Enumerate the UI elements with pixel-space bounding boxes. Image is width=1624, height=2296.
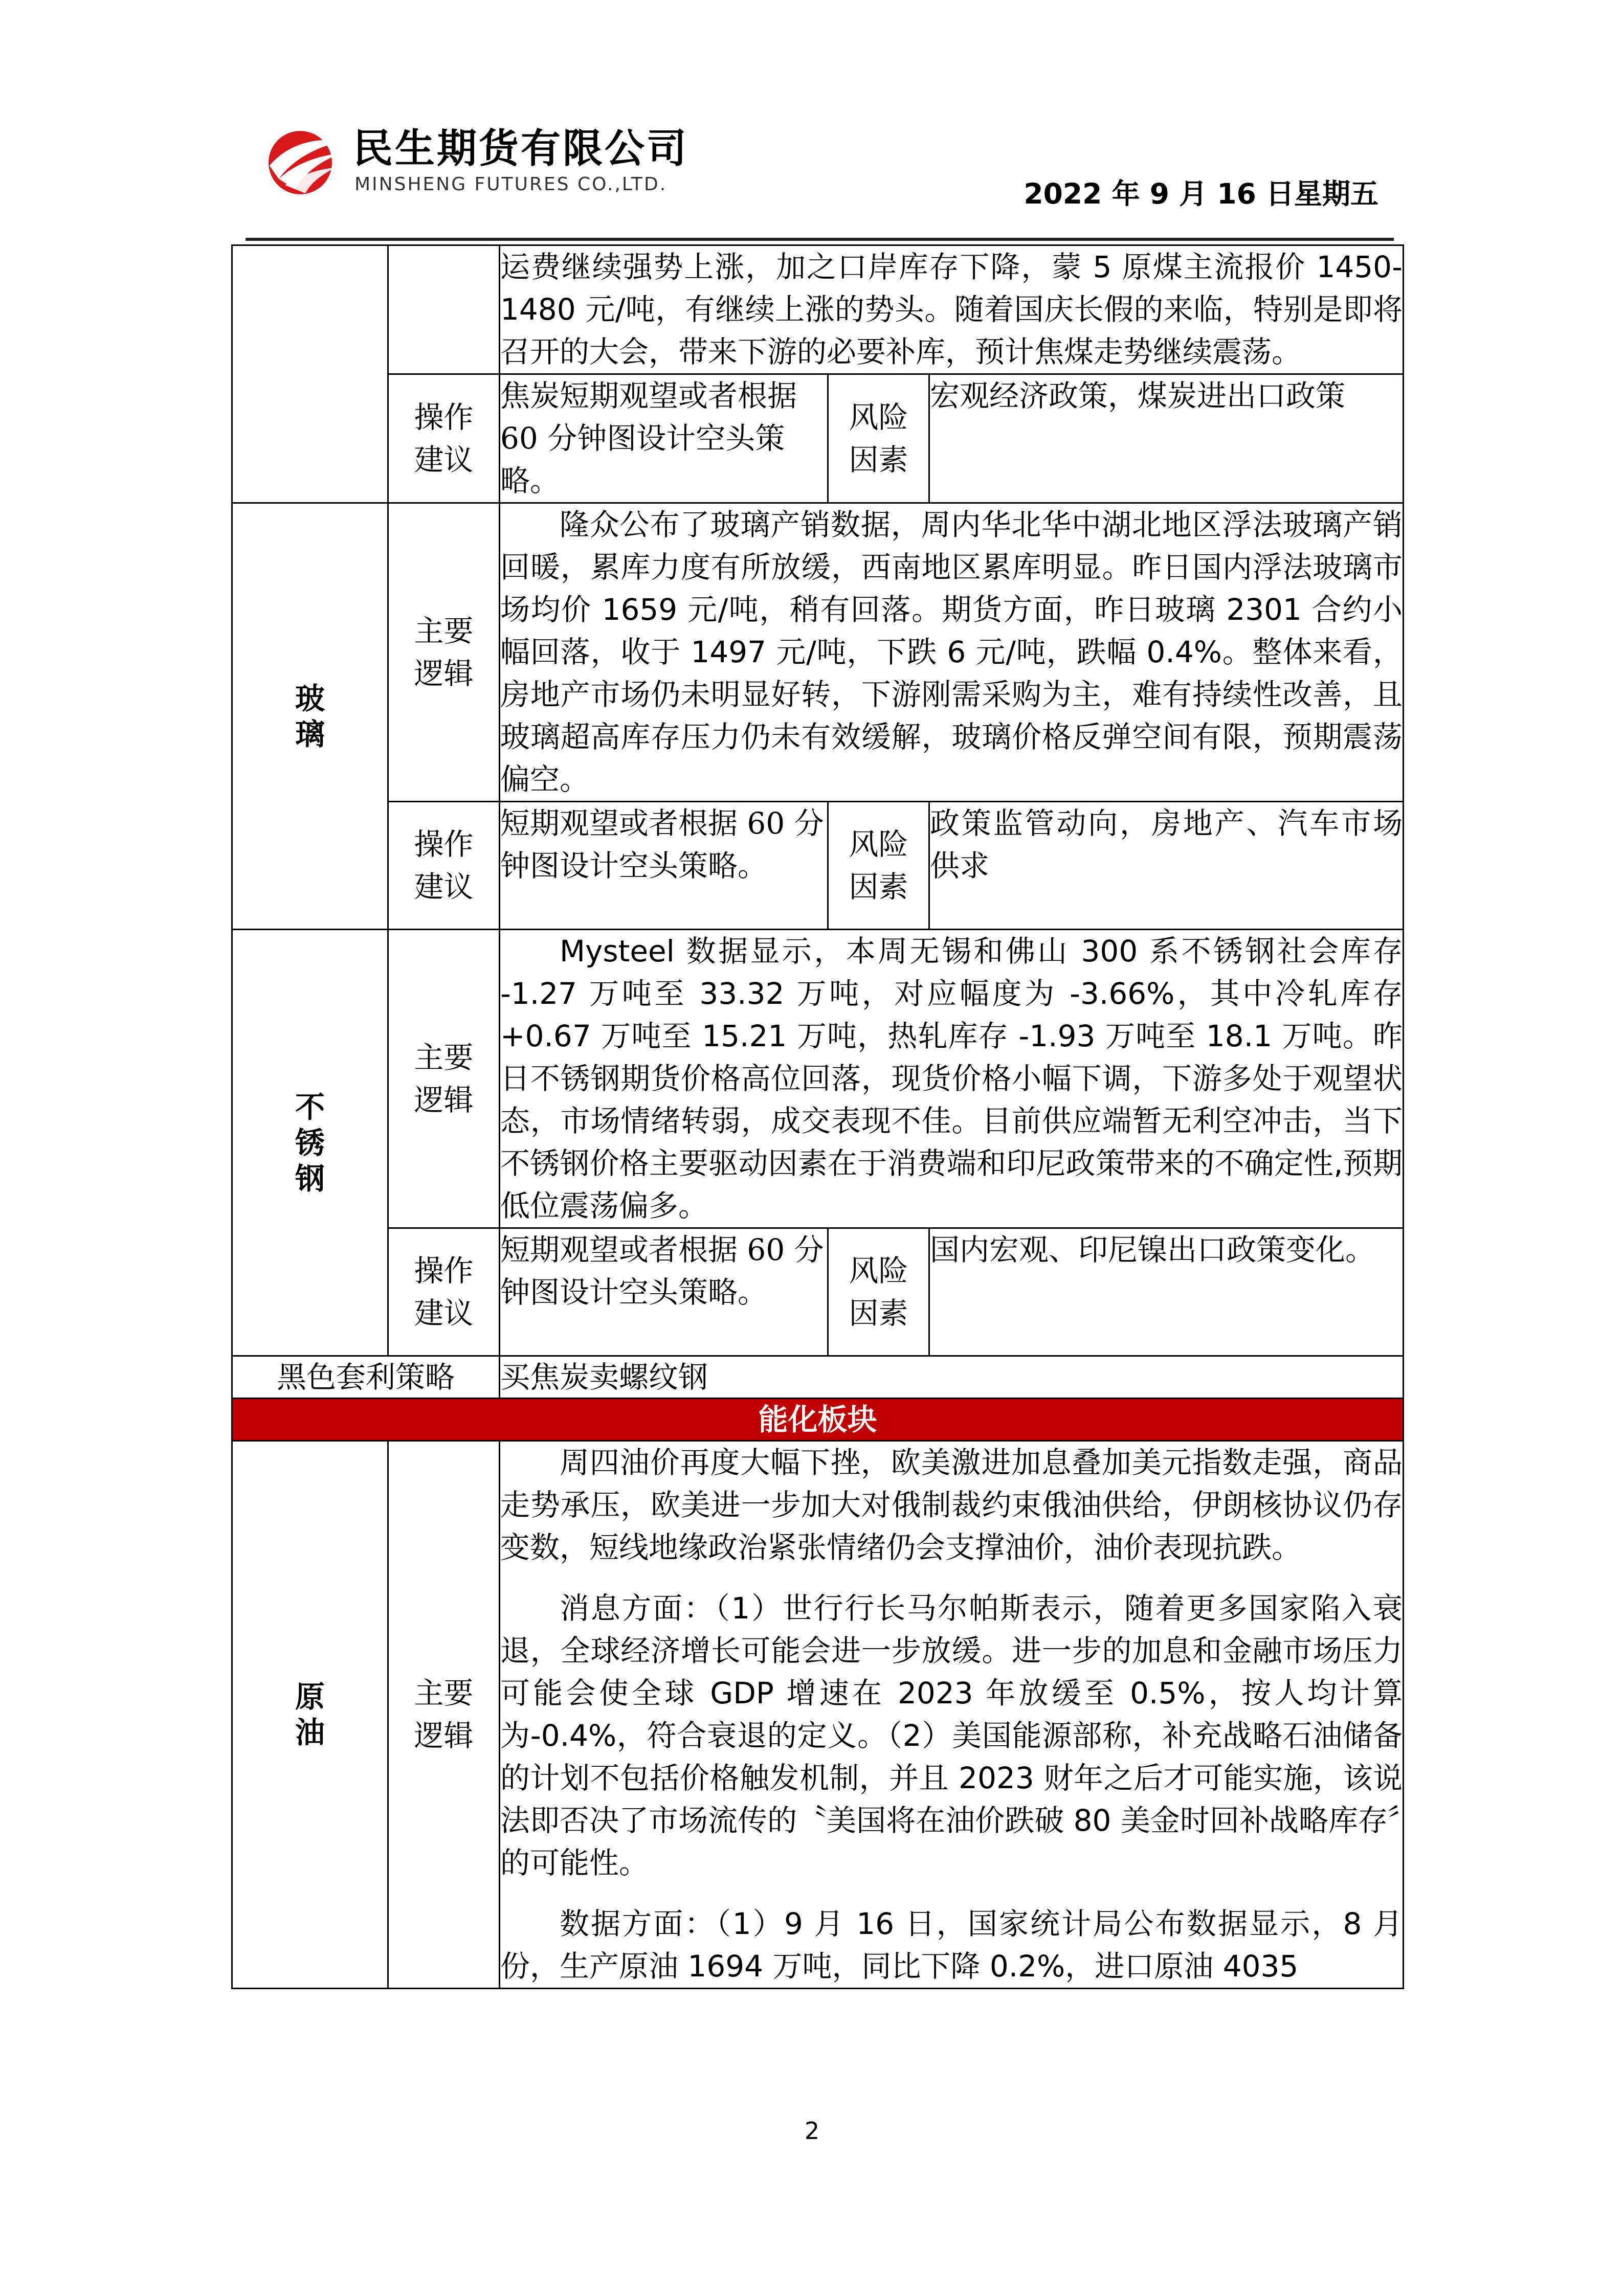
stainless-operation-text: 短期观望或者根据 60 分钟图设计空头策略。 [500,1228,828,1356]
stainless-risk-label-cell [828,1228,929,1356]
main-logic-label: 主要逻辑 [414,1040,474,1117]
glass-operation-row [232,802,1404,930]
stainless-logic-cell [500,930,1404,1228]
coke-operation-label-cell [388,374,500,503]
stainless-logic-label-cell [388,930,500,1228]
strategy-label: 黑色套利策略 [232,1356,500,1399]
risk-label: 风险因素 [849,1253,908,1331]
glass-logic-label-cell [388,503,500,802]
crude-logic-row [232,1441,1404,1989]
strategy-row [232,1356,1404,1399]
company-logo [258,117,760,204]
crude-logic-cell [500,1441,1404,1989]
strategy-table [231,244,1404,1989]
commodity-crude: 原油 [295,1679,325,1750]
operation-label: 操作建议 [414,826,474,904]
coke-operation-text: 焦炭短期观望或者根据 60 分钟图设计空头策略。 [500,374,828,503]
coke-name-cell [232,245,388,503]
crude-paragraph-3: 数据方面：（1）9 月 16 日，国家统计局公布数据显示，8 月份，生产原油 1694 万吨，同比下降 0.2%，进口原油 4035 [500,1906,1403,1984]
company-name-en: MINSHENG FUTURES CO.,LTD. [354,174,668,195]
coke-risk-text: 宏观经济政策，煤炭进出口政策 [929,374,1404,503]
coke-logic-row [232,245,1404,374]
coke-logic-text: 运费继续强势上涨，加之口岸库存下降，蒙 5 原煤主流报价 1450-1480 元/吨，有继续上涨的势头。随着国庆长假的来临，特别是即将召开的大会，带来下游的必要补库，预计焦煤走势继续震荡。 [500,250,1403,369]
section-header-row [232,1399,1404,1441]
risk-label: 风险因素 [849,826,908,904]
stainless-logic-row [232,930,1404,1228]
glass-risk-label-cell [828,802,929,930]
report-date: 2022 年 9 月 16 日星期五 [1024,177,1378,210]
stainless-logic-text: Mysteel 数据显示，本周无锡和佛山 300 系不锈钢社会库存 -1.27 万吨至 33.32 万吨，对应幅度为 -3.66%，其中冷轧库存 +0.67 万吨至 15.21 万吨，热轧库存 -1.93 万吨至 18.1 万吨。昨日不锈钢期货价格高位回落，现货价格小幅下调，下游多处于观望状态，市场情绪转弱，成交表现不佳。目前供应端暂无利空冲击，当下不锈钢价格主要驱动因素在于消费端和印尼政策带来的不确定性,预期低位震荡偏多。 [500,934,1403,1223]
stainless-risk-text: 国内宏观、印尼镍出口政策变化。 [929,1228,1404,1356]
glass-risk-text: 政策监管动向，房地产、汽车市场供求 [929,802,1404,930]
main-logic-label: 主要逻辑 [414,613,474,691]
operation-label: 操作建议 [414,399,474,477]
company-name-cn: 民生期货有限公司 [353,126,689,172]
main-logic-label: 主要逻辑 [414,1676,474,1753]
crude-paragraph-1: 周四油价再度大幅下挫，欧美激进加息叠加美元指数走强，商品走势承压，欧美进一步加大对俄制裁约束俄油供给，伊朗核协议仍存变数，短线地缘政治紧张情绪仍会支撑油价，油价表现抗跌。 [500,1445,1403,1565]
operation-label: 操作建议 [414,1253,474,1331]
minsheng-logo-icon [258,122,345,198]
crude-paragraph-2: 消息方面：（1）世行行长马尔帕斯表示，随着更多国家陷入衰退，全球经济增长可能会进一步放缓。进一步的加息和金融市场压力可能会使全球 GDP 增速在 2023 年放缓至 0.5%，按人均计算为-0.4%，符合衰退的定义。（2）美国能源部称，补充战略石油储备的计划不包括价格触发机制，并且 2023 财年之后才可能实施，该说法即否决了市场流传的〝美国将在油价跌破 80 美金时回补战略库存〞的可能性。 [500,1591,1403,1880]
section-title: 能化板块 [232,1399,1404,1441]
risk-label: 风险因素 [849,399,908,477]
coke-logic-cell [500,245,1404,374]
coke-risk-label-cell [828,374,929,503]
commodity-stainless: 不锈钢 [295,1089,325,1196]
glass-operation-label-cell [388,802,500,930]
crude-name-cell [232,1441,388,1989]
stainless-operation-row [232,1228,1404,1356]
strategy-value: 买焦炭卖螺纹钢 [500,1356,1404,1399]
page-number: 2 [804,2117,820,2145]
glass-logic-cell [500,503,1404,802]
header-divider [246,238,1394,241]
commodity-glass: 玻璃 [295,681,325,752]
crude-logic-label-cell [388,1441,500,1989]
coke-logic-label-cell [388,245,500,374]
glass-operation-text: 短期观望或者根据 60 分钟图设计空头策略。 [500,802,828,930]
stainless-operation-label-cell [388,1228,500,1356]
glass-logic-text: 隆众公布了玻璃产销数据，周内华北华中湖北地区浮法玻璃产销回暖，累库力度有所放缓，西南地区累库明显。昨日国内浮法玻璃市场均价 1659 元/吨，稍有回落。期货方面，昨日玻璃 2301 合约小幅回落，收于 1497 元/吨，下跌 6 元/吨，跌幅 0.4%。整体来看，房地产市场仍未明显好转，下游刚需采购为主，难有持续性改善，且玻璃超高库存压力仍未有效缓解，玻璃价格反弹空间有限，预期震荡偏空。 [500,507,1403,797]
stainless-name-cell [232,930,388,1356]
glass-logic-row [232,503,1404,802]
glass-name-cell [232,503,388,930]
coke-operation-row [232,374,1404,503]
